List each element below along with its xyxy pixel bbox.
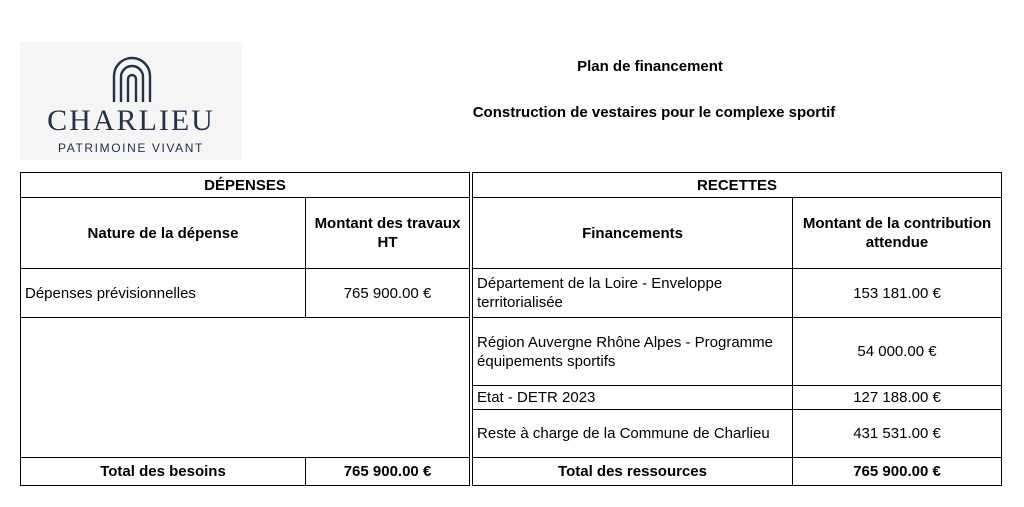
total-ressources-label: Total des ressources [473,458,793,486]
recettes-header: RECETTES [473,173,1002,198]
depense-montant-cell: 765 900.00 € [306,269,470,318]
logo-tagline: PATRIMOINE VIVANT [58,141,204,155]
financement-cell: Etat - DETR 2023 [473,386,793,410]
depenses-empty-cell [21,318,470,458]
financement-cell: Reste à charge de la Commune de Charlieu [473,410,793,458]
financement-cell: Département de la Loire - Enveloppe territorialisée [473,269,793,318]
financement-cell: Région Auvergne Rhône Alpes - Programme équipements sportifs [473,318,793,386]
financements-column-header: Financements [473,198,793,269]
logo-name: CHARLIEU [47,104,215,137]
contribution-cell: 431 531.00 € [793,410,1002,458]
financing-table [20,172,1002,486]
nature-column-header: Nature de la dépense [21,198,306,269]
depense-nature-cell: Dépenses prévisionnelles [21,269,306,318]
table-row [21,318,1002,386]
charlieu-arches-icon [108,52,156,102]
totals-row [21,458,1002,486]
contribution-cell: 153 181.00 € [793,269,1002,318]
contribution-cell: 54 000.00 € [793,318,1002,386]
table-row [21,269,1002,318]
logo [20,42,242,160]
total-besoins-value: 765 900.00 € [306,458,470,486]
total-besoins-label: Total des besoins [21,458,306,486]
total-ressources-value: 765 900.00 € [793,458,1002,486]
montant-travaux-column-header: Montant des travaux HT [306,198,470,269]
section-header-row [21,173,1002,198]
contribution-cell: 127 188.00 € [793,386,1002,410]
depenses-header: DÉPENSES [21,173,470,198]
page-subtitle: Construction de vestaires pour le complexe sportif [472,104,836,121]
column-header-row [21,198,1002,269]
page-title: Plan de financement [577,58,723,75]
montant-contribution-column-header: Montant de la contribution attendue [793,198,1002,269]
